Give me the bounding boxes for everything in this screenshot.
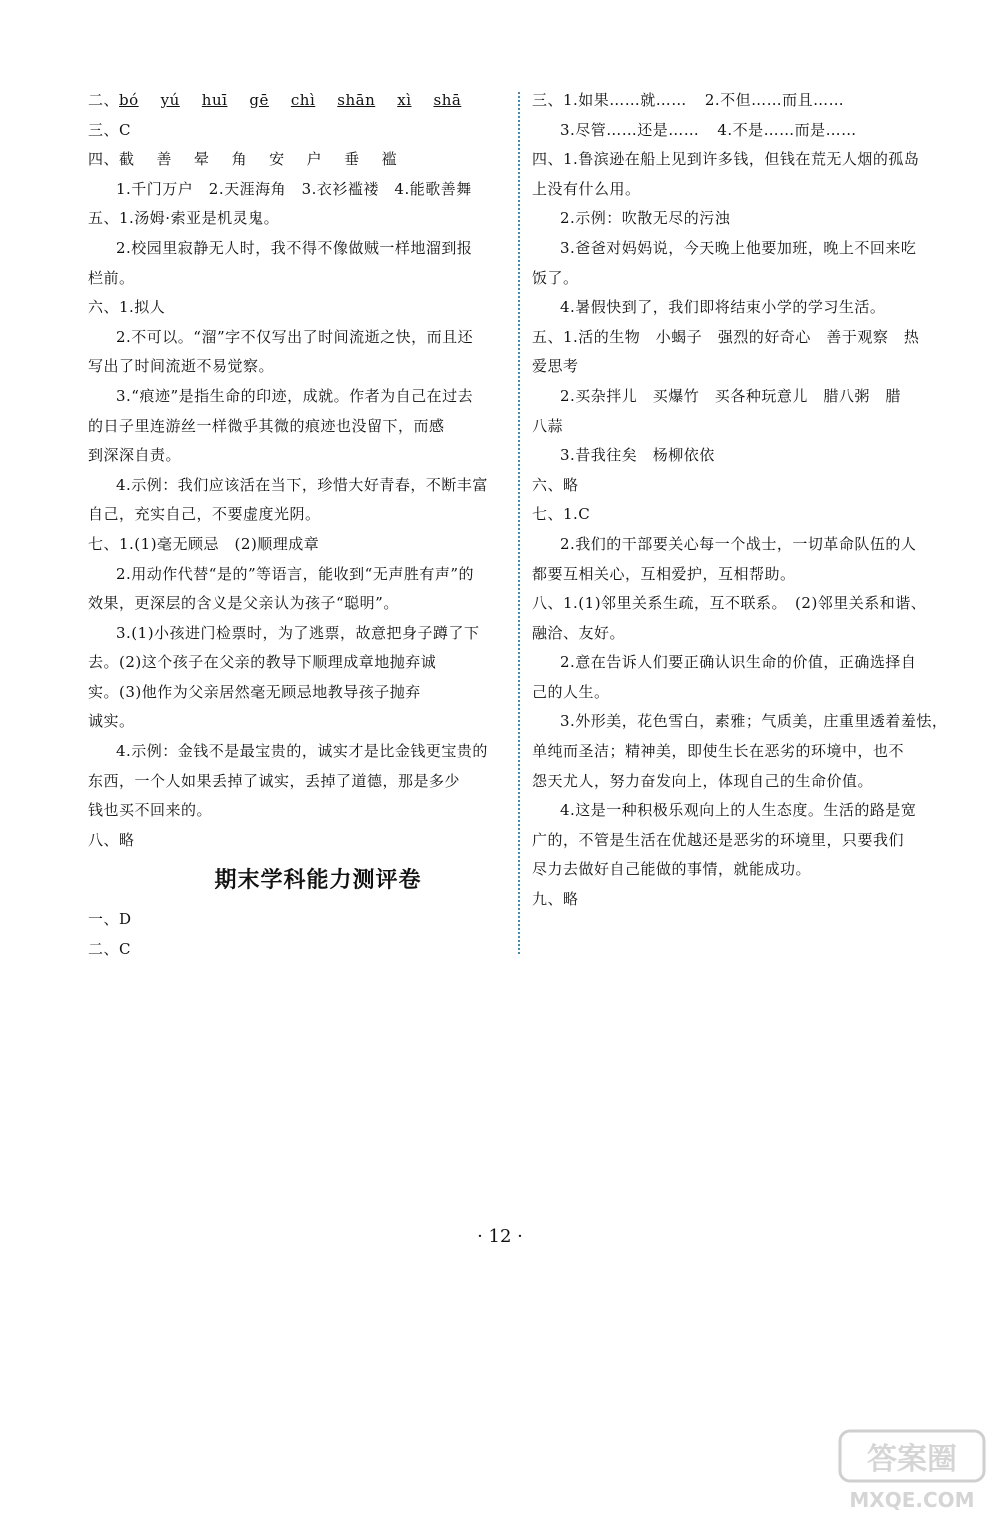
answer-line: 3.“痕迹”是指生命的印迹，成就。作者为自己在过去 [116, 386, 474, 405]
section-label: 四、 [88, 150, 120, 169]
answer-line: 己的人生。 [532, 682, 610, 701]
answer-line [88, 145, 508, 175]
answer-line: 上没有什么用。 [532, 179, 641, 198]
answer-line: 2.用动作代替“是的”等语言，能收到“无声胜有声”的 [116, 564, 474, 583]
char-answer: 褴 [381, 150, 398, 169]
answer-line: 去。(2)这个孩子在父亲的教导下顺理成章地抛弃诚 [88, 653, 437, 672]
answer-line: 写出了时间流逝不易觉察。 [88, 357, 275, 376]
pinyin-answer: chì [290, 91, 316, 109]
answer-line [88, 86, 508, 116]
char-answer: 截 [119, 150, 135, 169]
answer-part: 4.不是……而是…… [717, 120, 857, 139]
answer-line: 融洽、友好。 [532, 623, 626, 642]
answer-line: 八、1.(1)邻里关系生疏，互不联系。 (2)邻里关系和谐、 [532, 594, 927, 613]
pinyin-answer: shān [337, 91, 376, 109]
column-divider [518, 92, 520, 954]
pinyin-answer: yú [160, 91, 180, 109]
answer-line [532, 116, 952, 146]
answer-line: 单纯而圣洁；精神美，即使生长在恶劣的环境中，也不 [532, 742, 905, 761]
answer-line: 3.昔我往矣 杨柳依依 [560, 446, 715, 465]
answer-line: 3.外形美，花色雪白，素雅；气质美，庄重里透着羞怯， [560, 712, 948, 731]
answer-line: 都要互相关心，互相爱护，互相帮助。 [532, 564, 796, 583]
answer-line: 五、1.活的生物 小蝎子 强烈的好奇心 善于观察 热 [532, 327, 920, 346]
section-label: 二、 [88, 91, 120, 109]
right-column [532, 86, 952, 915]
left-column [88, 86, 508, 965]
pinyin-answer: shā [433, 91, 462, 109]
char-answer: 善 [156, 150, 173, 169]
answer-line: 广的，不管是生活在优越还是恶劣的环境里，只要我们 [532, 830, 905, 849]
answer-line: 尽力去做好自己能做的事情，就能成功。 [532, 860, 812, 879]
answer-line: 七、1.(1)毫无顾忌 (2)顺理成章 [88, 534, 320, 553]
answer-line: 4.示例：我们应该活在当下，珍惜大好青春，不断丰富 [116, 475, 488, 494]
answer-part: 2.不但……而且…… [704, 91, 845, 109]
answer-line: 五、1.汤姆·索亚是机灵鬼。 [88, 209, 280, 228]
answer-line: 四、1.鲁滨逊在船上见到许多钱，但钱在荒无人烟的孤岛 [532, 150, 920, 169]
answer-line: 的日子里连游丝一样微乎其微的痕迹也没留下，而感 [88, 416, 445, 435]
answer-line: 一、D [88, 910, 132, 929]
answer-line: 三、C [88, 120, 131, 139]
answer-line: 2.示例：吹散无尽的污浊 [560, 209, 731, 228]
page-number: · 12 · [477, 1226, 523, 1247]
char-answer: 安 [269, 150, 285, 169]
answer-line: 效果，更深层的含义是父亲认为孩子“聪明”。 [88, 594, 399, 613]
pinyin-answer: gē [249, 91, 269, 109]
watermark-url: MXQE.COM [849, 1488, 975, 1512]
answer-line: 六、1.拟人 [88, 298, 166, 317]
answer-line: 东西，一个人如果丢掉了诚实，丢掉了道德，那是多少 [88, 771, 461, 790]
answer-line: 二、C [88, 940, 131, 959]
char-answer: 角 [231, 150, 248, 169]
answer-line: 九、略 [532, 890, 579, 909]
answer-line: 2.校园里寂静无人时，我不得不像做贼一样地溜到报 [116, 238, 473, 257]
answer-line: 自己，充实自己，不要虚度光阴。 [88, 505, 321, 524]
section-title: 期末学科能力测评卷 [214, 868, 422, 894]
answer-line: 实。(3)他作为父亲居然毫无顾忌地教导孩子抛弃 [88, 682, 421, 701]
pinyin-answer: huī [201, 91, 228, 109]
answer-line: 钱也买不回来的。 [88, 801, 213, 820]
answer-line: 3.爸爸对妈妈说，今天晚上他要加班，晚上不回来吃 [560, 238, 917, 257]
pinyin-answer: xì [397, 91, 412, 109]
answer-line: 六、略 [532, 475, 579, 494]
answer-line: 诚实。 [88, 712, 135, 731]
answer-line: 2.买杂拌儿 买爆竹 买各种玩意儿 腊八粥 腊 [560, 386, 901, 405]
answer-line: 八蒜 [532, 416, 564, 435]
answer-line: 爱思考 [532, 357, 579, 376]
char-answer: 户 [306, 150, 323, 169]
answer-line: 2.我们的干部要关心每一个战士，一切革命队伍的人 [560, 534, 917, 553]
answer-line: 2.不可以。“溜”字不仅写出了时间流逝之快，而且还 [116, 327, 474, 346]
answer-line: 4.这是一种积极乐观向上的人生态度。生活的路是宽 [560, 801, 917, 820]
answer-line: 2.意在告诉人们要正确认识生命的价值，正确选择自 [560, 653, 917, 672]
answer-part: 三、1.如果……就…… [532, 91, 687, 109]
answer-line: 3.(1)小孩进门检票时，为了逃票，故意把身子蹲了下 [116, 623, 480, 642]
char-answer: 晕 [194, 150, 210, 169]
char-answer: 垂 [344, 150, 360, 169]
answer-line: 怨天尤人，努力奋发向上，体现自己的生命价值。 [532, 771, 874, 790]
watermark-logo [838, 1427, 986, 1515]
answer-line: 4.示例：金钱不是最宝贵的，诚实才是比金钱更宝贵的 [116, 742, 488, 761]
answer-line: 1.千门万户 2.天涯海角 3.衣衫褴褛 4.能歌善舞 [116, 179, 472, 198]
answer-part: 3.尽管……还是…… [560, 120, 700, 139]
answer-line [532, 86, 952, 116]
answer-line: 到深深自责。 [88, 446, 182, 465]
answer-line: 4.暑假快到了，我们即将结束小学的学习生活。 [560, 298, 886, 317]
answer-line: 七、1.C [532, 505, 591, 524]
answer-line: 饭了。 [532, 268, 579, 287]
pinyin-answer: bó [119, 91, 139, 109]
answer-line: 栏前。 [88, 268, 135, 287]
watermark-text: 答案圈 [867, 1442, 957, 1477]
answer-line: 八、略 [88, 830, 135, 849]
